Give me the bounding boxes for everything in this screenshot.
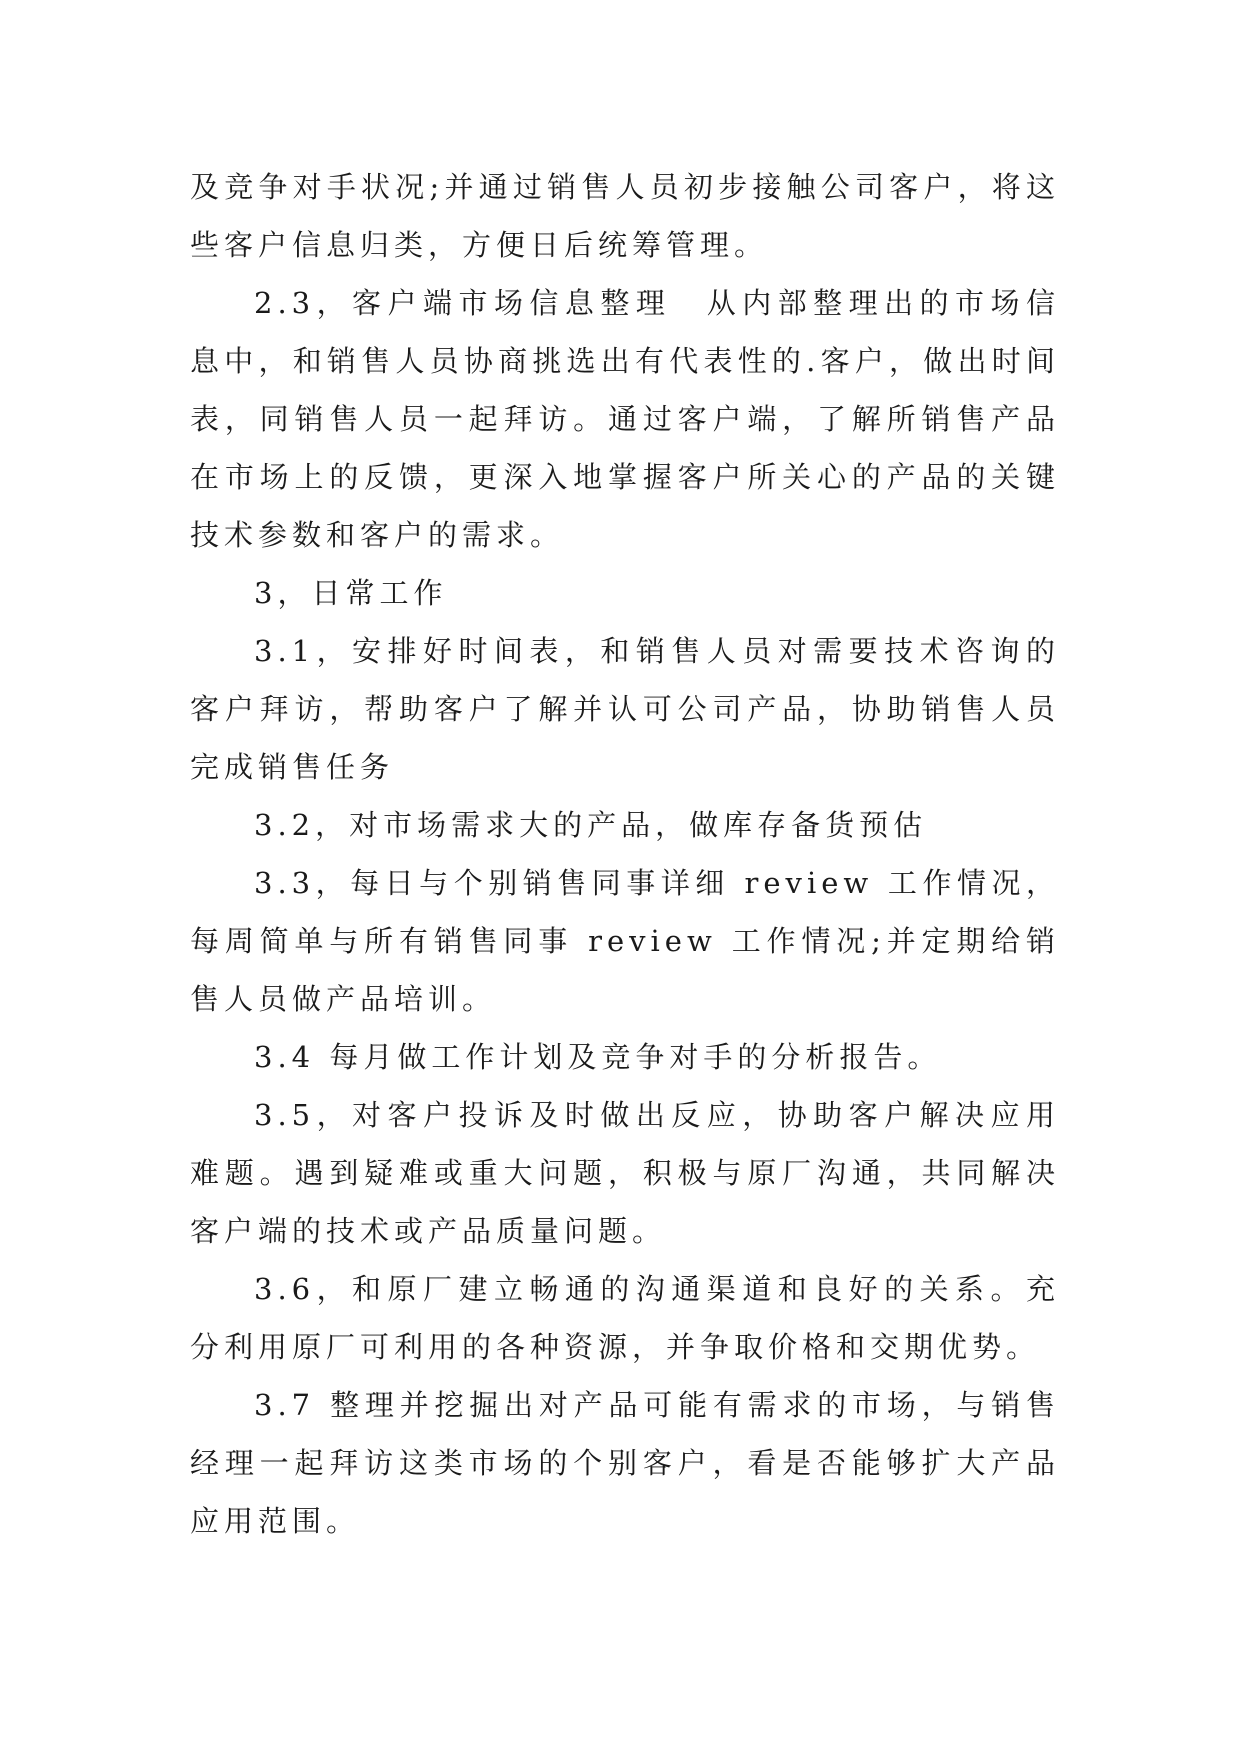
paragraph-2: 2.3，客户端市场信息整理 从内部整理出的市场信息中，和销售人员协商挑选出有代表性的.客户，做出时间表，同销售人员一起拜访。通过客户端，了解所销售产品在市场上的反馈，更深入地掌握客户所关心的产品的关键技术参数和客户的需求。 (190, 286, 1060, 552)
paragraph-10: 3.7 整理并挖掘出对产品可能有需求的市场，与销售经理一起拜访这类市场的个别客户，看是否能够扩大产品应用范围。 (190, 1388, 1060, 1538)
paragraph-6: 3.3，每日与个别销售同事详细 review 工作情况，每周简单与所有销售同事 review 工作情况;并定期给销售人员做产品培训。 (190, 866, 1060, 1016)
paragraph-4: 3.1，安排好时间表，和销售人员对需要技术咨询的客户拜访，帮助客户了解并认可公司产品，协助销售人员完成销售任务 (190, 634, 1060, 784)
paragraph-5: 3.2，对市场需求大的产品，做库存备货预估 (254, 808, 928, 842)
body-text (190, 158, 1060, 1550)
paragraph-8: 3.5，对客户投诉及时做出反应，协助客户解决应用难题。遇到疑难或重大问题，积极与原厂沟通，共同解决客户端的技术或产品质量问题。 (190, 1098, 1060, 1248)
paragraph-3: 3，日常工作 (254, 576, 448, 610)
paragraph-1: 及竞争对手状况;并通过销售人员初步接触公司客户，将这些客户信息归类，方便日后统筹管理。 (190, 170, 1060, 262)
paragraph-9: 3.6，和原厂建立畅通的沟通渠道和良好的关系。充分利用原厂可利用的各种资源，并争取价格和交期优势。 (190, 1272, 1060, 1364)
paragraph-7: 3.4 每月做工作计划及竞争对手的分析报告。 (254, 1040, 942, 1074)
